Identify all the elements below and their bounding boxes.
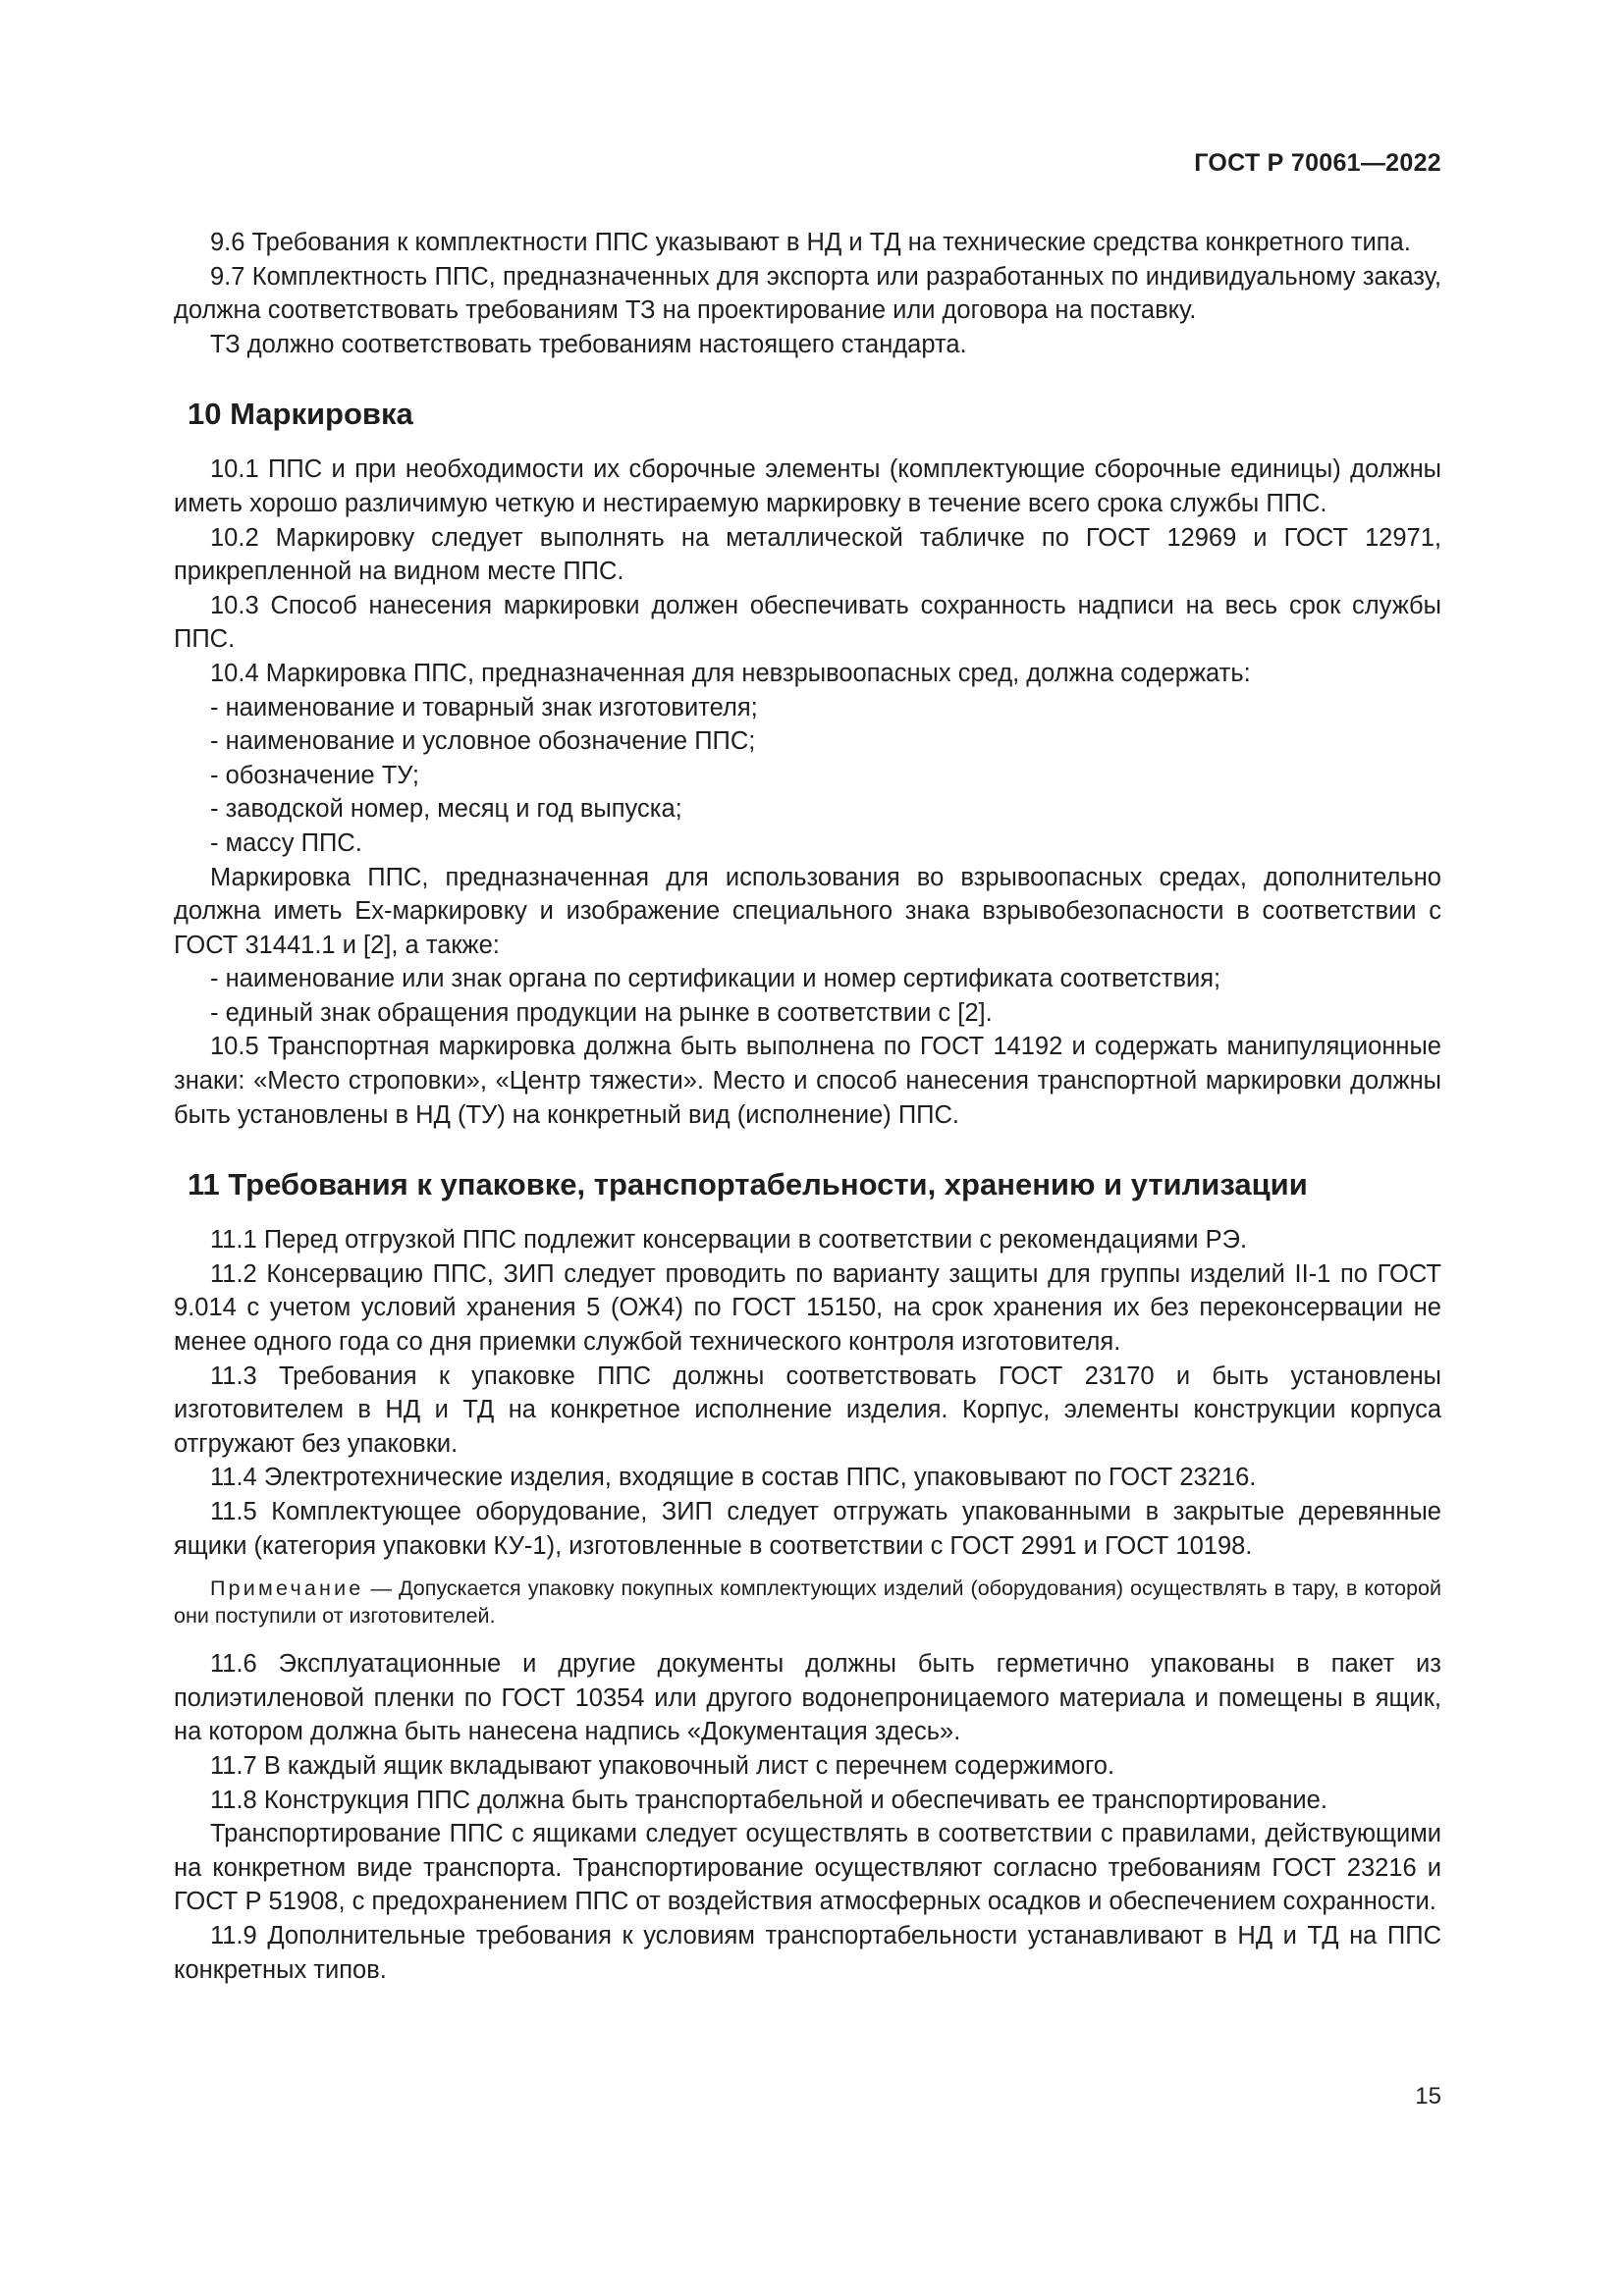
- section-heading: 11 Требования к упаковке, транспортабельности, хранению и утилизации: [188, 1167, 1308, 1202]
- paragraph: 9.6 Требования к комплектности ППС указывают в НД и ТД на технические средства конкретного типа.: [210, 229, 1411, 256]
- paragraph: Транспортирование ППС с ящиками следует осуществлять в соответствии с правилами, действующими на конкретном виде транспорта. Транспортирование осуществляют согласно требованиям ГОСТ 23216 и ГОСТ Р 51908, с предохранением ППС от воздействия атмосферных осадков и обеспечением сохранности.: [174, 1820, 1441, 1916]
- note-label: Примечание: [210, 1576, 364, 1601]
- paragraph: ТЗ должно соответствовать требованиям настоящего стандарта.: [210, 330, 967, 358]
- paragraph: - наименование или знак органа по сертификации и номер сертификата соответствия;: [210, 965, 1221, 993]
- paragraph: 11.1 Перед отгрузкой ППС подлежит консервации в соответствии с рекомендациями РЭ.: [210, 1226, 1248, 1255]
- paragraph: - наименование и условное обозначение ППС;: [210, 727, 756, 756]
- paragraph: - массу ППС.: [210, 828, 362, 857]
- paragraph: 10.1 ППС и при необходимости их сборочные элементы (комплектующие сборочные единицы) должны иметь хорошо различимую четкую и нестираемую маркировку в течение всего срока службы ППС.: [174, 455, 1441, 517]
- paragraph: 11.7 В каждый ящик вкладывают упаковочный лист с перечнем содержимого.: [210, 1751, 1115, 1780]
- paragraph: 11.6 Эксплуатационные и другие документы должны быть герметично упакованы в пакет из полиэтиленовой пленки по ГОСТ 10354 или другого водонепроницаемого материала и помещены в ящик, на котором должна быть нанесена надпись «Документация здесь».: [174, 1650, 1441, 1746]
- section-heading: 10 Маркировка: [188, 397, 413, 432]
- paragraph: 10.2 Маркировку следует выполнять на металлической табличке по ГОСТ 12969 и ГОСТ 12971, прикрепленной на видном месте ППС.: [174, 523, 1441, 586]
- note-paragraph: [174, 1575, 1441, 1629]
- paragraph: 9.7 Комплектность ППС, предназначенных для экспорта или разработанных по индивидуальному заказу, должна соответствовать требованиям ТЗ на проектирование или договора на поставку.: [174, 262, 1441, 325]
- paragraph: 11.4 Электротехнические изделия, входящие в состав ППС, упаковывают по ГОСТ 23216.: [210, 1464, 1257, 1492]
- paragraph: 11.3 Требования к упаковке ППС должны соответствовать ГОСТ 23170 и быть установлены изготовителем в НД и ТД на конкретное исполнение изделия. Корпус, элементы конструкции корпуса отгружают без упаковки.: [174, 1362, 1441, 1458]
- note-text: — Допускается упаковку покупных комплектующих изделий (оборудования) осуществлять в тару, в которой они поступили от изготовителей.: [174, 1576, 1441, 1629]
- page-number: 15: [1415, 2083, 1441, 2109]
- paragraph: - единый знак обращения продукции на рынке в соответствии с [2].: [210, 998, 993, 1027]
- paragraph: 11.8 Конструкция ППС должна быть транспортабельной и обеспечивать ее транспортирование.: [210, 1786, 1327, 1814]
- paragraph: - заводской номер, месяц и год выпуска;: [210, 795, 682, 824]
- paragraph: Маркировка ППС, предназначенная для использования во взрывоопасных средах, дополнительно должна иметь Ex-маркировку и изображение специального знака взрывобезопасности в соответствии с ГОСТ 31441.1 и [2], а также:: [174, 863, 1441, 959]
- paragraph: 10.4 Маркировка ППС, предназначенная для невзрывоопасных сред, должна содержать:: [210, 659, 1251, 687]
- document-body: [174, 226, 1441, 1987]
- paragraph: 11.5 Комплектующее оборудование, ЗИП следует отгружать упакованными в закрытые деревянные ящики (категория упаковки КУ-1), изготовленные в соответствии с ГОСТ 2991 и ГОСТ 10198.: [174, 1498, 1441, 1560]
- paragraph: 11.9 Дополнительные требования к условиям транспортабельности устанавливают в НД и ТД на ППС конкретных типов.: [174, 1921, 1441, 1984]
- paragraph: - обозначение ТУ;: [210, 761, 420, 789]
- document-id-header: ГОСТ Р 70061—2022: [1194, 149, 1441, 177]
- paragraph: - наименование и товарный знак изготовителя;: [210, 693, 758, 721]
- paragraph: 11.2 Консервацию ППС, ЗИП следует проводить по варианту защиты для группы изделий II-1 по ГОСТ 9.014 с учетом условий хранения 5 (ОЖ4) по ГОСТ 15150, на срок хранения их без переконсервации не менее одного года со дня приемки службой технического контроля изготовителя.: [174, 1259, 1441, 1357]
- paragraph: 10.3 Способ нанесения маркировки должен обеспечивать сохранность надписи на весь срок службы ППС.: [174, 591, 1441, 654]
- paragraph: 10.5 Транспортная маркировка должна быть выполнена по ГОСТ 14192 и содержать манипуляционные знаки: «Место строповки», «Центр тяжести». Место и способ нанесения транспортной маркировки должны быть установлены в НД (ТУ) на конкретный вид (исполнение) ППС.: [174, 1033, 1441, 1129]
